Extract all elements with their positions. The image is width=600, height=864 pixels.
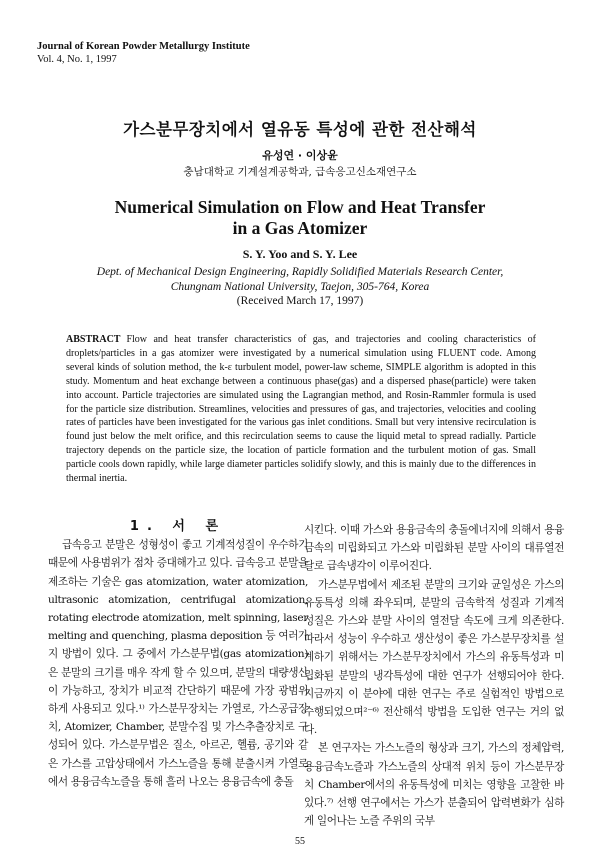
- abstract-label: ABSTRACT: [66, 334, 121, 345]
- affiliation-line2: Chungnam National University, Taejon, 305-764, Korea: [170, 280, 430, 293]
- journal-header: [37, 40, 250, 66]
- english-affiliation: [0, 265, 600, 309]
- body-right-column: [304, 521, 564, 830]
- section-heading: 1. 서 론: [129, 519, 227, 534]
- paragraph: 본 연구자는 가스노즐의 형상과 크기, 가스의 정체압력, 용융금속노즐과 가스노즐의 상대적 위치 등이 가스분무장치 Chamber에서의 유동특성에 미치는 영향을 고찰한 바 있다.⁷⁾ 선행 연구에서는 가스가 분출되어 압력변화가 심하게 일어나는 노즐 주위의 국부: [304, 742, 564, 828]
- received-date: (Received March 17, 1997): [236, 295, 364, 307]
- paragraph: 시킨다. 이때 가스와 용융금속의 충돌에너지에 의해서 용융금속의 미립화되고 가스와 미립화된 분말 사이의 대류열전달로 급속냉각이 이루어진다.: [304, 524, 564, 573]
- korean-affiliation: 충남대학교 기계설계공학과, 급속응고신소재연구소: [183, 166, 417, 178]
- english-title-line1: Numerical Simulation on Flow and Heat Transfer: [114, 197, 486, 217]
- abstract-text: Flow and heat transfer characteristics of gas, and trajectories and cooling characteristics of droplets/particles in a gas atomizer were investigated by a numerical simulation using FLUENT code. Among several kinds of solution method, the k-ε turbulent model, power-law scheme, SIMPLE algorithm is adopted in this study. Momentum and heat exchange between a continuous phase(gas) and a dispersed phase(particle) were taken into account. Particle trajectories are simulated using the Lagrangian method, and Rosin-Rammler formula is used for the particle size distribution. Streamlines, velocities and pressures of gas, and trajectories, velocities and cooling rates of particles have been investigated for the various gas inlet conditions. Small but very intensive recirculation is found just below the melt orifice, and this recirculation seems to cause the liquid metal to spread radially. Particle trajectory depends on the particle size, the location of particle formation and the turbulent motion of gas. Small particle cools down rapidly, while large diameter particles solidify slowly, and this is mainly due to the differences in thermal inertia.: [66, 334, 536, 485]
- english-title: [0, 197, 600, 239]
- body-left-column: [48, 518, 308, 791]
- paragraph: 급속응고 분말은 성형성이 좋고 기계적성질이 우수하기 때문에 사용범위가 점차 증대해가고 있다. 급속응고 분말을 제조하는 기술은 gas atomization, water atomization, ultrasonic atomization, centrifugal atomization, rotating electrode atomization, melt spinning, laser melting and quenching, plasma deposition 등 여러가지 방법이 있다. 그 중에서 가스분무법(gas atomization)은 분말의 크기를 매우 작게 할 수 있으며, 분말의 대량생산이 가능하고, 장치가 비교적 간단하기 때문에 가장 광범위하게 사용되고 있다.¹⁾ 가스분무장치는 가열로, 가스공급장치, Atomizer, Chamber, 분말수집 및 가스추출장치로 구성되어 있다. 가스분무법은 질소, 아르곤, 헬륨, 공기와 같은 가스를 고압상태에서 가스노즐을 통해 분출시켜 가열로에서 용융금속노즐을 통해 흘러 나오는 용융금속에 충돌: [48, 539, 308, 788]
- paragraph: 가스분무법에서 제조된 분말의 크기와 균일성은 가스의 유동특성 의해 좌우되며, 분말의 금속학적 성질과 기계적 성질은 가스와 분말 사이의 열전달 속도에 크게 의존한다. 따라서 성능이 우수하고 생산성이 좋은 가스분무장치를 설계하기 위해서는 가스분무장치에서 가스의 유동특성과 미립화된 분말의 냉각특성에 대한 연구가 선행되어야 한다. 지금까지 이 분야에 대한 연구는 주로 실험적인 방법으로 수행되었으며²⁻⁶⁾ 전산해석 방법을 도입한 연구는 거의 없다.: [304, 578, 564, 737]
- journal-volume: Vol. 4, No. 1, 1997: [37, 54, 117, 65]
- abstract: [66, 333, 536, 486]
- korean-authors: 유성연 · 이상윤: [262, 149, 338, 162]
- page-number: 55: [295, 836, 305, 847]
- english-authors: S. Y. Yoo and S. Y. Lee: [242, 247, 358, 261]
- journal-name: Journal of Korean Powder Metallurgy Institute: [37, 41, 250, 52]
- affiliation-line1: Dept. of Mechanical Design Engineering, Rapidly Solidified Materials Research Center,: [96, 266, 504, 278]
- english-title-line2: in a Gas Atomizer: [232, 218, 368, 238]
- korean-title: 가스분무장치에서 열유동 특성에 관한 전산해석: [123, 120, 477, 139]
